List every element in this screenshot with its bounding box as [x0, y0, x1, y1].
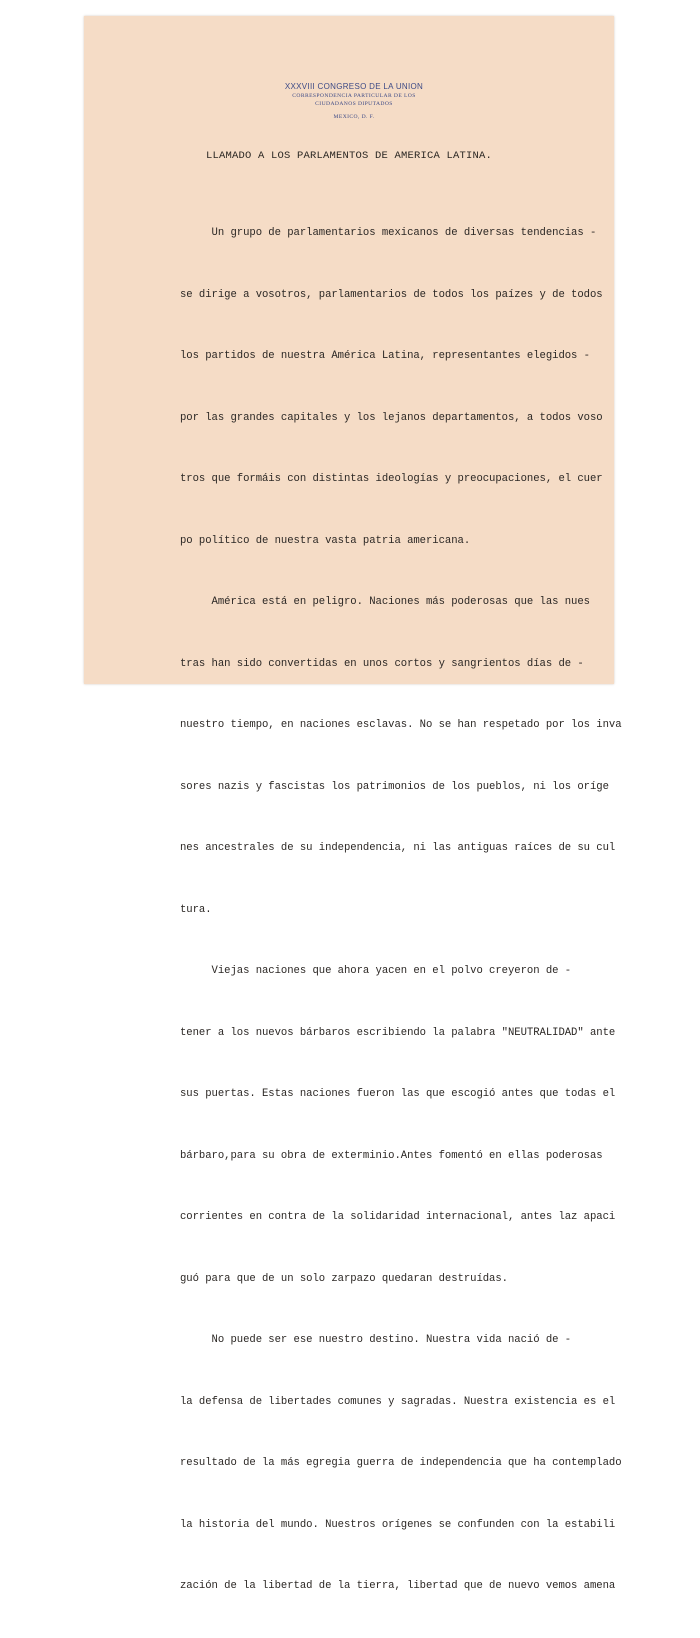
text-line: por las grandes capitales y los lejanos departamentos, a todos voso: [180, 411, 603, 424]
letterhead-location: MEXICO, D. F.: [333, 114, 375, 120]
text-line: Viejas naciones que ahora yacen en el polvo creyeron de -: [180, 965, 572, 977]
text-line: sores nazis y fascistas los patrimonios de los pueblos, ni los oríge: [180, 780, 609, 793]
text-line: guó para que de un solo zarpazo quedaran destruídas.: [180, 1272, 508, 1285]
text-line: la defensa de libertades comunes y sagradas. Nuestra existencia es el: [180, 1395, 616, 1408]
text-line: tener a los nuevos bárbaros escribiendo la palabra "NEUTRALIDAD" ante: [180, 1026, 616, 1039]
text-line: bárbaro,para su obra de exterminio.Antes fomentó en ellas poderosas: [180, 1149, 603, 1162]
text-line: No puede ser ese nuestro destino. Nuestra vida nació de -: [180, 1334, 572, 1346]
text-line: po político de nuestra vasta patria americana.: [180, 534, 471, 547]
document-body: [180, 182, 622, 1638]
text-line: se dirige a vosotros, parlamentarios de todos los paízes y de todos: [180, 288, 603, 301]
text-line: tras han sido convertidas en unos cortos y sangrientos días de -: [180, 657, 584, 670]
document-title: LLAMADO A LOS PARLAMENTOS DE AMERICA LATINA.: [205, 150, 493, 162]
text-line: tura.: [180, 903, 212, 916]
text-line: nuestro tiempo, en naciones esclavas. No se han respetado por los inva: [180, 719, 622, 731]
text-line: la historia del mundo. Nuestros orígenes se confunden con la estabili: [180, 1518, 616, 1531]
letterhead-congress: XXXVIII CONGRESO DE LA UNION: [284, 82, 424, 91]
letterhead-correspondence: CORRESPONDENCIA PARTICULAR DE LOS: [292, 93, 416, 99]
text-line: corrientes en contra de la solidaridad internacional, antes laz apaci: [180, 1211, 616, 1223]
text-line: los partidos de nuestra América Latina, representantes elegidos -: [180, 350, 590, 362]
text-line: América está en peligro. Naciones más poderosas que las nues: [180, 596, 590, 608]
text-line: resultado de la más egregia guerra de independencia que ha contemplado: [180, 1457, 622, 1469]
text-line: tros que formáis con distintas ideologías y preocupaciones, el cuer: [180, 473, 603, 485]
document-page: [84, 16, 622, 1592]
text-line: sus puertas. Estas naciones fueron las que escogió antes que todas el: [180, 1088, 616, 1100]
letterhead: [84, 82, 614, 121]
text-line: Un grupo de parlamentarios mexicanos de diversas tendencias -: [180, 227, 597, 239]
letterhead-deputies: CIUDADANOS DIPUTADOS: [315, 101, 393, 107]
text-line: zación de la libertad de la tierra, libertad que de nuevo vemos amena: [180, 1580, 616, 1592]
text-line: nes ancestrales de su independencia, ni las antiguas raíces de su cul: [180, 842, 616, 854]
